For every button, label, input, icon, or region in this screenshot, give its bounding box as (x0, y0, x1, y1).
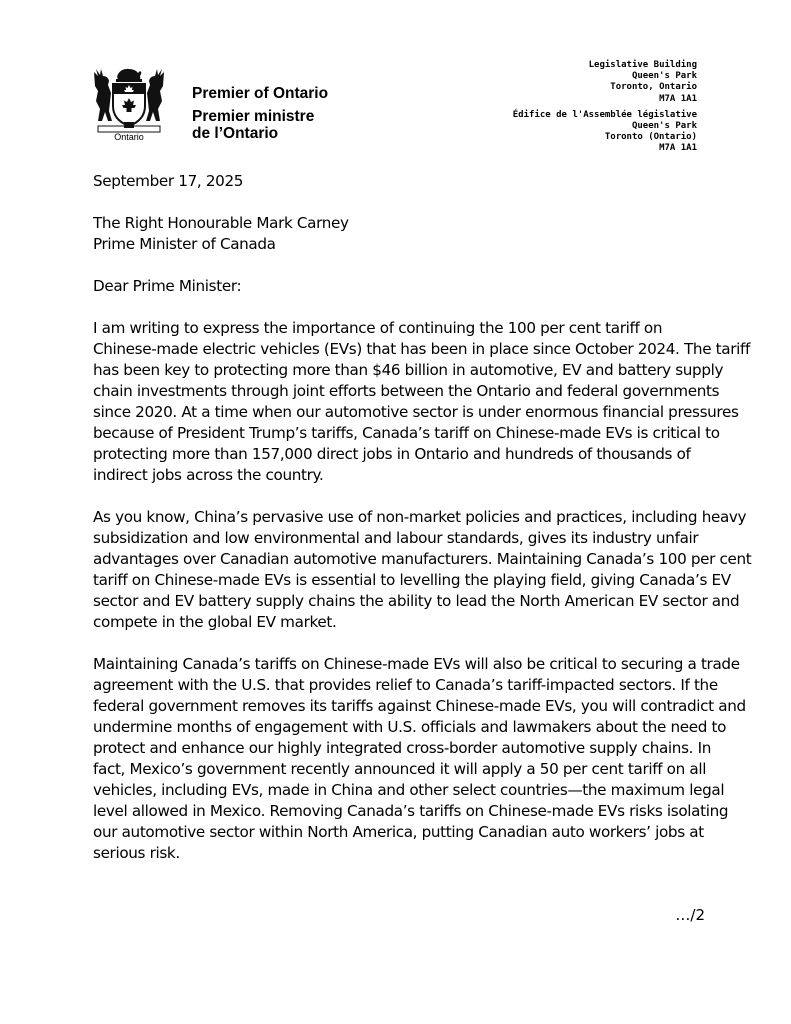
office-title-french-line2: de l’Ontario (192, 125, 279, 142)
page-continuation-marker: …/2 (675, 906, 705, 924)
coat-of-arms-icon (88, 64, 170, 136)
paragraph-line: level allowed in Mexico. Removing Canada’s tariffs on Chinese-made EVs risks isolating (93, 802, 729, 820)
address-line: Édifice de l'Assemblée législative (512, 109, 697, 120)
office-title-english: Premier of Ontario (192, 85, 329, 102)
office-title-french-line1: Premier ministre (192, 108, 315, 125)
paragraph-line: agreement with the U.S. that provides relief to Canada’s tariff-impacted sectors. If the (93, 676, 718, 694)
paragraph-line: fact, Mexico’s government recently announced it will apply a 50 per cent tariff on all (93, 760, 707, 778)
address-line: Toronto, Ontario (610, 82, 697, 93)
paragraph-line: federal government removes its tariffs against Chinese-made EVs, you will contradict and (93, 697, 746, 715)
paragraph-line: since 2020. At a time when our automotive sector is under enormous financial pressures (93, 403, 739, 421)
paragraph-line: has been key to protecting more than $46 billion in automotive, EV and battery supply (93, 361, 724, 379)
paragraph-line: I am writing to express the importance of continuing the 100 per cent tariff on (93, 319, 663, 337)
paragraph-line: subsidization and low environmental and labour standards, gives its industry unfair (93, 529, 699, 547)
letter-date: September 17, 2025 (93, 172, 244, 190)
paragraph-line: indirect jobs across the country. (93, 466, 324, 484)
paragraph-line: because of President Trump’s tariffs, Canada’s tariff on Chinese-made EVs is critical to (93, 424, 720, 442)
paragraph-2 (93, 507, 752, 633)
paragraph-1 (93, 318, 751, 486)
letter-body (93, 171, 752, 885)
paragraph-line: chain investments through joint efforts between the Ontario and federal governments (93, 382, 720, 400)
paragraph-line: As you know, China’s pervasive use of non-market policies and practices, including heavy (93, 508, 747, 526)
paragraph-line: undermine months of engagement with U.S. officials and lawmakers about the need to (93, 718, 727, 736)
recipient-name: The Right Honourable Mark Carney (93, 214, 349, 232)
address-french (513, 110, 697, 155)
crest-caption: Ontario (114, 132, 144, 142)
office-address (513, 60, 697, 155)
address-line: M7A 1A1 (659, 93, 697, 104)
paragraph-line: advantages over Canadian automotive manufacturers. Maintaining Canada’s 100 per cent (93, 550, 752, 568)
address-line: Legislative Building (588, 60, 697, 70)
address-line: M7A 1A1 (659, 143, 697, 154)
address-line: Queen's Park (631, 121, 697, 132)
paragraph-line: sector and EV battery supply chains the ability to lead the North American EV sector and (93, 592, 740, 610)
paragraph-line: protect and enhance our highly integrated cross-border automotive supply chains. In (93, 739, 711, 757)
address-english (513, 60, 697, 105)
paragraph-line: compete in the global EV market. (93, 613, 337, 631)
paragraph-line: tariff on Chinese-made EVs is essential to levelling the playing field, giving Canada’s EV (93, 571, 731, 589)
paragraph-line: Chinese-made electric vehicles (EVs) that has been in place since October 2024. The tariff (93, 340, 751, 358)
salutation: Dear Prime Minister: (93, 277, 242, 295)
paragraph-line: vehicles, including EVs, made in China and other select countries—the maximum legal (93, 781, 725, 799)
recipient-title: Prime Minister of Canada (93, 235, 276, 253)
paragraph-line: our automotive sector within North America, putting Canadian auto workers’ jobs at (93, 823, 704, 841)
paragraph-line: Maintaining Canada’s tariffs on Chinese-made EVs will also be critical to securing a trade (93, 655, 740, 673)
address-line: Queen's Park (631, 71, 697, 82)
office-title (192, 85, 328, 142)
paragraph-3 (93, 654, 746, 864)
paragraph-line: protecting more than 157,000 direct jobs in Ontario and hundreds of thousands of (93, 445, 691, 463)
recipient-block (93, 213, 713, 255)
paragraph-line: serious risk. (93, 844, 180, 862)
address-line: Toronto (Ontario) (604, 132, 697, 143)
